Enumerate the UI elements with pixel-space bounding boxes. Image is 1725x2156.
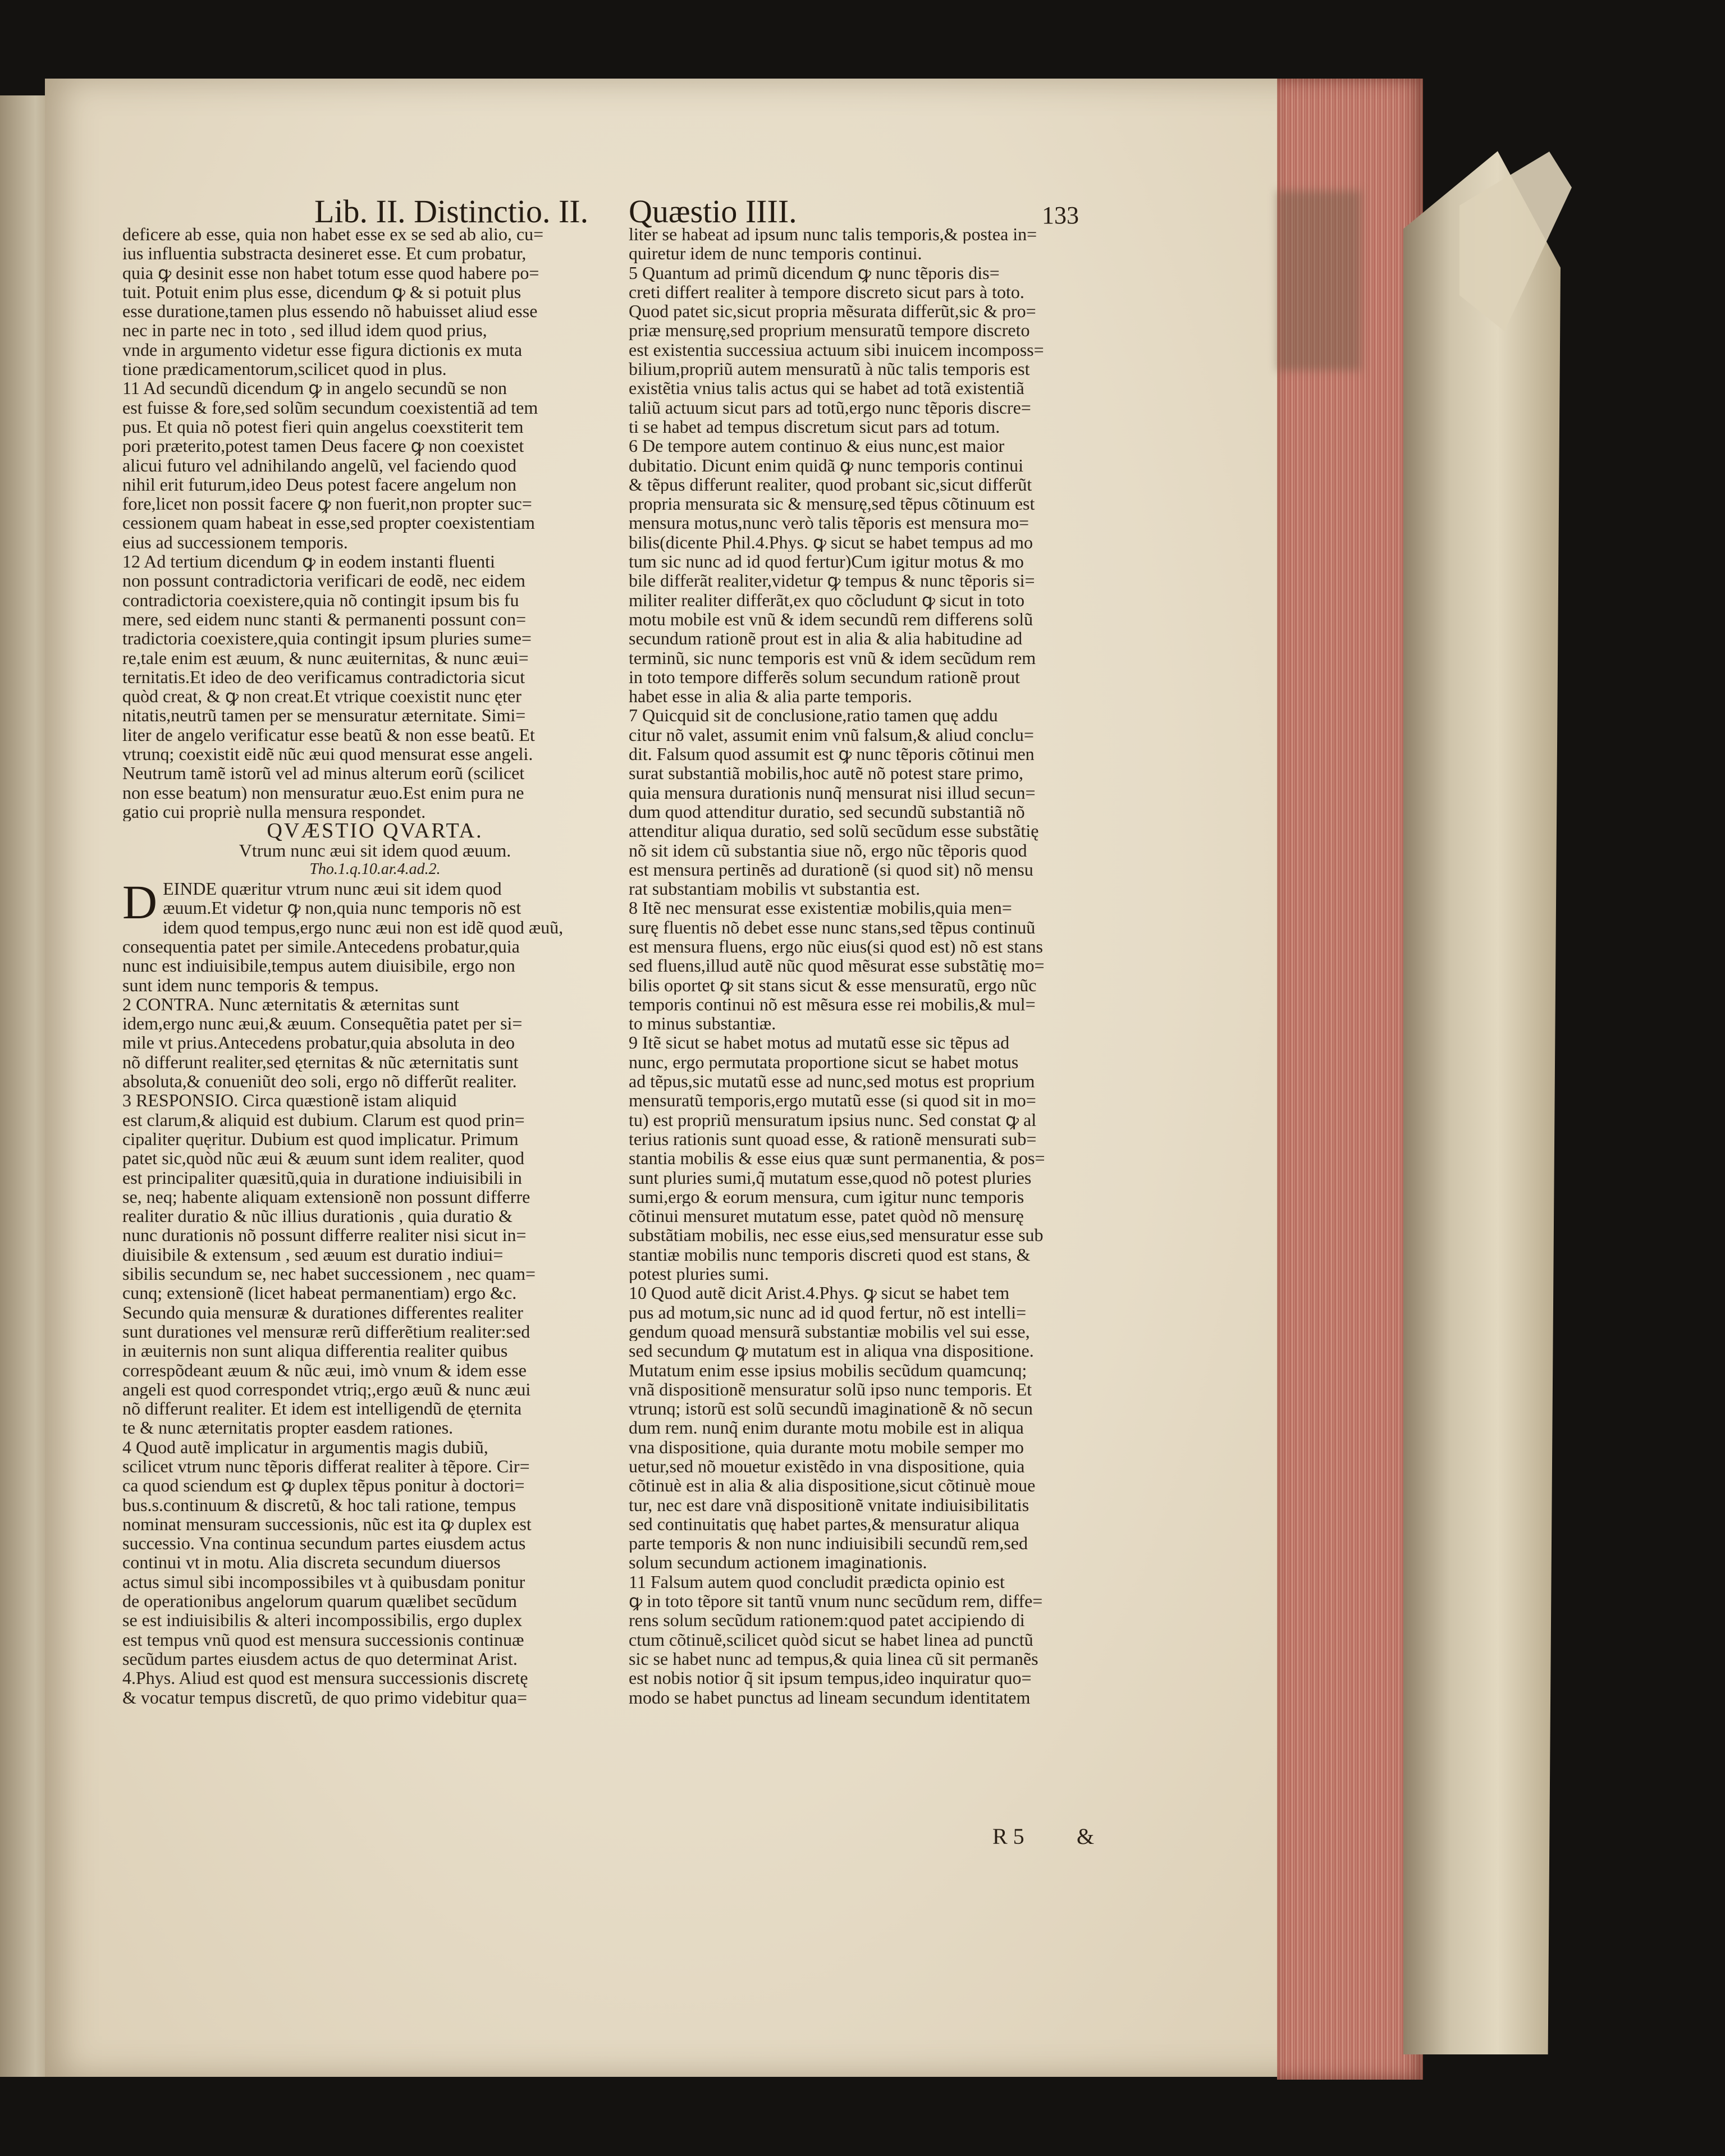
text-line: est principaliter quæsitũ,quia in duratione indiuisibili in bbox=[122, 1168, 522, 1187]
page-fore-edge bbox=[1277, 79, 1423, 2080]
text-line: 8 Itẽ nec mensurat esse existentiæ mobilis,quia men= bbox=[629, 898, 1012, 918]
text-line: uetur,sed nõ mouetur existẽdo in vna dispositione, quia bbox=[629, 1457, 1025, 1476]
text-line: 10 Quod autẽ dicit Arist.4.Phys. ꝙ sicut se habet tem bbox=[629, 1283, 1010, 1303]
text-line: alicui futuro vel adnihilando angelũ, vel faciendo quod bbox=[122, 455, 516, 475]
text-line: de operationibus angelorum quarum quælibet secũdum bbox=[122, 1591, 517, 1611]
text-line: surat substantiã mobilis,hoc autẽ nõ potest stare primo, bbox=[629, 763, 1023, 783]
text-line: cipaliter quęritur. Dubium est quod implicatur. Primum bbox=[122, 1129, 519, 1149]
text-line: ternitatis.Et ideo de deo verificamus contradictoria sicut bbox=[122, 667, 525, 687]
text-line: terius rationis sunt quoad esse, & rationẽ mensurati sub= bbox=[629, 1129, 1037, 1149]
text-line: mensura motus,nunc verò talis tẽporis est mensura mo= bbox=[629, 513, 1029, 533]
text-line: habet esse in alia & alia parte temporis. bbox=[629, 686, 912, 706]
running-head-quaestio: Quæstio IIII. bbox=[629, 193, 797, 230]
text-line: bilium,propriũ autem mensuratũ à nũc talis temporis est bbox=[629, 359, 1030, 379]
text-line: potest pluries sumi. bbox=[629, 1264, 769, 1284]
text-line: nunc durationis nõ possunt differre realiter nisi sicut in= bbox=[122, 1225, 527, 1245]
text-line: to minus substantiæ. bbox=[629, 1014, 776, 1033]
text-line: ad tẽpus,sic mutatũ esse ad nunc,sed motus est proprium bbox=[629, 1072, 1035, 1091]
text-line: dum rem. nunq̃ enim durante motu mobile est in aliqua bbox=[629, 1418, 1024, 1438]
text-line: actus simul sibi incompossibiles vt à quibusdam ponitur bbox=[122, 1572, 525, 1592]
text-line: scilicet vtrum nunc tẽporis differat realiter à tẽpore. Cir= bbox=[122, 1457, 530, 1476]
text-line: Vtrum nunc æui sit idem quod æuum. bbox=[239, 840, 511, 860]
text-line: ꝙ in toto tẽpore sit tantũ vnum nunc secũdum rem, diffe= bbox=[629, 1591, 1043, 1611]
text-line: mere, sed eidem nunc stanti & permanenti possunt con= bbox=[122, 609, 527, 629]
right-text-column bbox=[629, 225, 1134, 1707]
signature-mark: R 5 bbox=[992, 1824, 1024, 1849]
text-line: esse duratione,tamen plus essendo nõ habuisset aliud esse bbox=[122, 301, 538, 321]
vellum-binding bbox=[1403, 112, 1561, 2054]
text-line: Secundo quia mensuræ & durationes differentes realiter bbox=[122, 1302, 523, 1322]
text-line: pori præterito,potest tamen Deus facere ꝙ non coexistet bbox=[122, 436, 524, 456]
text-line: cunq; extensionẽ (licet habeat permanentiam) ergo &c. bbox=[122, 1283, 517, 1303]
text-line: continui vt in motu. Alia discreta secundum diuersos bbox=[122, 1553, 501, 1572]
text-line: liter de angelo verificatur esse beatũ & non esse beatũ. Et bbox=[122, 725, 535, 745]
text-line: quia ꝙ desinit esse non habet totum esse quod habere po= bbox=[122, 263, 539, 282]
text-line: 4 Quod autẽ implicatur in argumentis magis dubiũ, bbox=[122, 1437, 488, 1457]
text-line: vtrunq; istorũ est solũ secundũ imaginationẽ & nõ secun bbox=[629, 1399, 1033, 1418]
text-line: sed fluens,illud autẽ nũc quod mẽsurat esse substãtię mo= bbox=[629, 956, 1045, 976]
text-line: tuit. Potuit enim plus esse, dicendum ꝙ & si potuit plus bbox=[122, 282, 521, 302]
text-line: cessionem quam habeat in esse,sed propter coexistentiam bbox=[122, 513, 535, 533]
text-line: substãtiam mobilis, nec esse eius,sed mensuratur esse sub bbox=[629, 1225, 1044, 1245]
text-line: parte temporis & non nunc indiuisibili secundũ rem,sed bbox=[629, 1534, 1028, 1553]
text-line: non possunt contradictoria verificari de eodẽ, nec eidem bbox=[122, 571, 525, 591]
text-line: solum secundum actionem imaginationis. bbox=[629, 1553, 927, 1572]
text-line: est mensura fluens, ergo nũc eius(si quod est) nõ est stans bbox=[629, 936, 1043, 956]
text-line: gatio cui propriè nulla mensura respondet. bbox=[122, 802, 426, 822]
text-line: deficere ab esse, quia non habet esse ex se sed ab alio, cu= bbox=[122, 225, 544, 244]
text-line: vnde in argumento videtur esse figura dictionis ex muta bbox=[122, 340, 523, 360]
text-line: ctum cõtinuẽ,scilicet quòd sicut se habet linea ad punctũ bbox=[629, 1629, 1033, 1649]
text-line: pus. Et quia nõ potest fieri quin angelus coexstiterit tem bbox=[122, 416, 524, 437]
text-line: modo se habet punctus ad lineam secundum identitatem bbox=[629, 1687, 1031, 1707]
text-line: Tho.1.q.10.ar.4.ad.2. bbox=[309, 860, 441, 878]
text-line: 5 Quantum ad primũ dicendum ꝙ nunc tẽporis dis= bbox=[629, 263, 1000, 282]
text-line: cõtinui mensuret mutatum esse, patet quòd nõ mensurę bbox=[629, 1206, 1024, 1226]
text-line: tur, nec est dare vnã dispositionẽ vnitate indiuisibilitatis bbox=[629, 1495, 1029, 1514]
text-line: mile vt prius.Antecedens probatur,quia absoluta in deo bbox=[122, 1033, 515, 1052]
text-line: eius ad successionem temporis. bbox=[122, 532, 348, 552]
running-head-book: Lib. II. Distinctio. II. bbox=[314, 193, 589, 230]
text-line: militer realiter differãt,ex quo cõcludunt ꝙ sicut in toto bbox=[629, 590, 1025, 610]
text-line: est tempus vnũ quod est mensura successionis continuæ bbox=[122, 1629, 524, 1649]
text-line: 7 Quicquid sit de conclusione,ratio tamen quę addu bbox=[629, 706, 998, 725]
text-line: fore,licet non possit facere ꝙ non fuerit,non propter suc= bbox=[122, 494, 532, 514]
text-line: pus ad motum,sic nunc ad id quod fertur, nõ est intelli= bbox=[629, 1302, 1027, 1322]
text-line: nominat mensuram successionis, nũc est ita ꝙ duplex est bbox=[122, 1514, 532, 1534]
text-line: attenditur aliqua duratio, sed solũ secũdum esse substãtię bbox=[629, 821, 1039, 841]
catchword: & bbox=[1077, 1824, 1095, 1849]
text-line: tradictoria coexistere,quia contingit ipsum pluries sume= bbox=[122, 629, 532, 648]
text-line: sunt idem nunc temporis & tempus. bbox=[122, 975, 379, 995]
text-line: 12 Ad tertium dicendum ꝙ in eodem instanti fluenti bbox=[122, 552, 495, 571]
text-line: gendum quoad mensurã substantiæ mobilis vel sui esse, bbox=[629, 1321, 1030, 1342]
text-line: & tẽpus differunt realiter, quod probant sic,sicut differũt bbox=[629, 474, 1032, 495]
text-line: nihil erit futurum,ideo Deus potest facere angelum non bbox=[122, 474, 517, 495]
text-line: in toto tempore differẽs solum secundum rationẽ prout bbox=[629, 667, 1021, 687]
text-line: nec in parte nec in toto , sed illud idem quod prius, bbox=[122, 321, 487, 340]
text-line: est mensura pertinẽs ad durationẽ (si quod sit) nõ mensu bbox=[629, 859, 1033, 880]
text-line: stantiæ mobilis nunc temporis discreti quod est stans, & bbox=[629, 1244, 1031, 1265]
text-line: vnã dispositionẽ mensuratur solũ ipso nunc temporis. Et bbox=[629, 1379, 1032, 1399]
text-line: Mutatum enim esse ipsius mobilis secũdum quamcunq; bbox=[629, 1360, 1027, 1380]
text-line: realiter duratio & nũc illius durationis , quia duratio & bbox=[122, 1206, 513, 1226]
text-line: nunc est indiuisibile,tempus autem diuisibile, ergo non bbox=[122, 956, 515, 976]
text-line: priæ mensurę,sed proprium mensuratũ tempore discreto bbox=[629, 321, 1030, 340]
text-line: temporis continui nõ est mẽsura esse rei mobilis,& mul= bbox=[629, 994, 1036, 1014]
text-line: nunc, ergo permutata proportione sicut se habet motus bbox=[629, 1052, 1019, 1072]
text-line: ti se habet ad tempus discretum sicut pars ad totum. bbox=[629, 416, 1000, 437]
text-line: idem,ergo nunc æui,& æuum. Consequẽtia patet per si= bbox=[122, 1014, 523, 1033]
text-line: 11 Falsum autem quod concludit prædicta opinio est bbox=[629, 1572, 1005, 1592]
text-line: existẽtia vnius talis actus qui se habet ad totã existentiã bbox=[629, 378, 1024, 398]
text-line: taliũ actuum sicut pars ad totũ,ergo nunc tẽporis discre= bbox=[629, 397, 1031, 417]
text-line: Neutrum tamẽ istorũ vel ad minus alterum eorũ (scilicet bbox=[122, 763, 525, 783]
text-line: vna dispositione, quia durante motu mobile semper mo bbox=[629, 1437, 1024, 1457]
text-line: surę fluentis nõ debet esse nunc stans,sed tẽpus continuũ bbox=[629, 917, 1036, 937]
text-line: idem quod tempus,ergo nunc æui non est idẽ quod æuũ, bbox=[163, 917, 564, 937]
text-line: 9 Itẽ sicut se habet motus ad mutatũ esse sic tẽpus ad bbox=[629, 1033, 1010, 1052]
text-line: dum quod attenditur duratio, sed secundũ substantiã nõ bbox=[629, 802, 1025, 822]
text-line: sunt durationes vel mensuræ rerũ differẽtium realiter:sed bbox=[122, 1321, 530, 1342]
text-line: patet sic,quòd nũc æui & æuum sunt idem realiter, quod bbox=[122, 1148, 524, 1168]
folio-number: 133 bbox=[1042, 202, 1079, 229]
text-line: consequentia patet per simile.Antecedens probatur,quia bbox=[122, 936, 520, 956]
text-line: tu) est propriũ mensuratum ipsius nunc. Sed constat ꝙ al bbox=[629, 1110, 1037, 1129]
text-line: nõ differunt realiter,sed ęternitas & nũc æternitatis sunt bbox=[122, 1052, 519, 1072]
text-line: quòd creat, & ꝙ non creat.Et vtrique coexistit nunc ęter bbox=[122, 686, 521, 706]
left-text-column bbox=[122, 225, 628, 1707]
text-line: contradictoria coexistere,quia nõ contingit ipsum bis fu bbox=[122, 590, 519, 610]
text-line: 4.Phys. Aliud est quod est mensura successionis discretę bbox=[122, 1668, 528, 1688]
text-line: tum sic nunc ad id quod fertur)Cum igitur motus & mo bbox=[629, 552, 1024, 571]
text-line: 2 CONTRA. Nunc æternitatis & æternitas sunt bbox=[122, 994, 459, 1014]
text-line: re,tale enim est æuum, & nunc æuiternitas, & nunc æui= bbox=[122, 648, 529, 667]
text-line: & vocatur tempus discretũ, de quo primo videbitur qua= bbox=[122, 1687, 527, 1707]
text-line: QVÆSTIO QVARTA. bbox=[267, 821, 483, 841]
text-line: vtrunq; coexistit eidẽ nũc æui quod mensurat esse angeli. bbox=[122, 744, 533, 764]
text-line: ius influentia substracta desineret esse. Et cum probatur, bbox=[122, 244, 527, 263]
text-line: angeli est quod correspondet vtriq;,ergo æuũ & nunc æui bbox=[122, 1379, 531, 1399]
text-line: liter se habeat ad ipsum nunc talis temporis,& postea in= bbox=[629, 225, 1037, 244]
text-line: bilis oportet ꝙ sit stans sicut & esse mensuratũ, ergo nũc bbox=[629, 975, 1037, 995]
text-line: diuisibile & extensum , sed æuum est duratio indiui= bbox=[122, 1244, 504, 1265]
text-line: bilis(dicente Phil.4.Phys. ꝙ sicut se habet tempus ad mo bbox=[629, 532, 1033, 552]
text-line: propria mensurata sic & mensurę,sed tẽpus cõtinuum est bbox=[629, 494, 1035, 514]
text-line: sumi,ergo & eorum mensura, cum igitur nunc temporis bbox=[629, 1187, 1024, 1207]
text-line: se est indiuisibilis & alteri incompossibilis, ergo duplex bbox=[122, 1610, 523, 1630]
text-line: mensuratũ temporis,ergo mutatũ esse (si quod sit in mo= bbox=[629, 1091, 1036, 1110]
text-line: terminũ, sic nunc temporis est vnũ & idem secũdum rem bbox=[629, 648, 1036, 667]
text-line: rat substantiam mobilis vt substantia est. bbox=[629, 879, 921, 899]
text-line: 3 RESPONSIO. Circa quæstionẽ istam aliquid bbox=[122, 1091, 457, 1110]
text-line: sunt pluries sumi,q̃ mutatum esse,quod nõ potest pluries bbox=[629, 1168, 1032, 1187]
text-line: ca quod sciendum est ꝙ duplex tẽpus ponitur à doctori= bbox=[122, 1476, 525, 1495]
text-line: sed secundum ꝙ mutatum est in aliqua vna dispositione. bbox=[629, 1341, 1034, 1361]
text-line: non esse beatum) non mensuratur æuo.Est enim pura ne bbox=[122, 782, 524, 802]
text-line: absoluta,& conueniũt deo soli, ergo nõ differũt realiter. bbox=[122, 1072, 517, 1091]
text-line: æuum.Et videtur ꝙ non,quia nunc temporis nõ est bbox=[163, 898, 521, 918]
text-line: est existentia successiua actuum sibi inuicem incomposs= bbox=[629, 340, 1044, 360]
text-line: EINDE quæritur vtrum nunc æui sit idem quod bbox=[163, 879, 502, 899]
text-line: dit. Falsum quod assumit est ꝙ nunc tẽporis cõtinui men bbox=[629, 744, 1035, 764]
text-line: stantia mobilis & esse eius quæ sunt permanentia, & pos= bbox=[629, 1148, 1045, 1168]
text-line: se, neq; habente aliquam extensionẽ non possunt differre bbox=[122, 1187, 530, 1207]
text-line: est fuisse & fore,sed solũm secundum coexistentiã ad tem bbox=[122, 397, 538, 417]
text-line: secũdum partes eiusdem actus de quo determinat Arist. bbox=[122, 1649, 518, 1669]
text-line: citur nõ valet, assumit enim vnũ falsum,& aliud conclu= bbox=[629, 725, 1034, 745]
text-line: in æuiternis non sunt aliqua differentia realiter quibus bbox=[122, 1341, 508, 1361]
quaestio-opening bbox=[122, 875, 628, 995]
text-line: 6 De tempore autem continuo & eius nunc,est maior bbox=[629, 436, 1005, 456]
text-line: te & nunc æternitatis propter easdem rationes. bbox=[122, 1418, 454, 1438]
text-line: successio. Vna continua secundum partes eiusdem actus bbox=[122, 1534, 526, 1553]
text-line: sed continuitatis quę habet partes,& mensuratur aliqua bbox=[629, 1514, 1019, 1534]
text-line: sibilis secundum se, nec habet successionem , nec quam= bbox=[122, 1264, 536, 1284]
text-line: sic se habet nunc ad tempus,& quia linea cũ sit permanẽs bbox=[629, 1649, 1038, 1669]
text-line: nõ sit idem cũ substantia siue nõ, ergo nũc tẽporis quod bbox=[629, 840, 1027, 860]
text-line: quiretur idem de nunc temporis continui. bbox=[629, 244, 922, 263]
text-line: motu mobile est vnũ & idem secundũ rem differens solũ bbox=[629, 609, 1033, 629]
text-line: dubitatio. Dicunt enim quidã ꝙ nunc temporis continui bbox=[629, 455, 1024, 475]
text-line: 11 Ad secundũ dicendum ꝙ in angelo secundũ se non bbox=[122, 378, 507, 398]
drop-capital: D bbox=[122, 875, 158, 930]
text-line: nitatis,neutrũ tamen per se mensuratur æternitate. Simi= bbox=[122, 706, 526, 725]
text-line: bus.s.continuum & discretũ, & hoc tali ratione, tempus bbox=[122, 1495, 516, 1514]
text-line: quia mensura durationis nunq̃ mensurat nisi illud secun= bbox=[629, 782, 1036, 802]
text-line: secundum rationẽ prout est in alia & alia habitudine ad bbox=[629, 629, 1023, 648]
text-line: Quod patet sic,sicut propria mẽsurata differũt,sic & pro= bbox=[629, 301, 1036, 321]
previous-page-edge bbox=[0, 95, 51, 2077]
text-line: est nobis notior q̃ sit ipsum tempus,ideo inquiratur quo= bbox=[629, 1668, 1032, 1688]
text-line: tione prædicamentorum,scilicet quod in plus. bbox=[122, 359, 447, 379]
text-line: bile differãt realiter,videtur ꝙ tempus & nunc tẽporis si= bbox=[629, 571, 1035, 591]
text-line: correspõdeant æuum & nũc æui, imò vnum & idem esse bbox=[122, 1360, 527, 1380]
text-line: cõtinuè est in alia & alia dispositione,sicut cõtinuè moue bbox=[629, 1476, 1036, 1495]
text-line: rens solum secũdum rationem:quod patet accipiendo di bbox=[629, 1610, 1025, 1630]
text-line: est clarum,& aliquid est dubium. Clarum est quod prin= bbox=[122, 1110, 525, 1129]
text-line: creti differt realiter à tempore discreto sicut pars à toto. bbox=[629, 282, 1024, 302]
text-line: nõ differunt realiter. Et idem est intelligendũ de ęternita bbox=[122, 1399, 522, 1418]
